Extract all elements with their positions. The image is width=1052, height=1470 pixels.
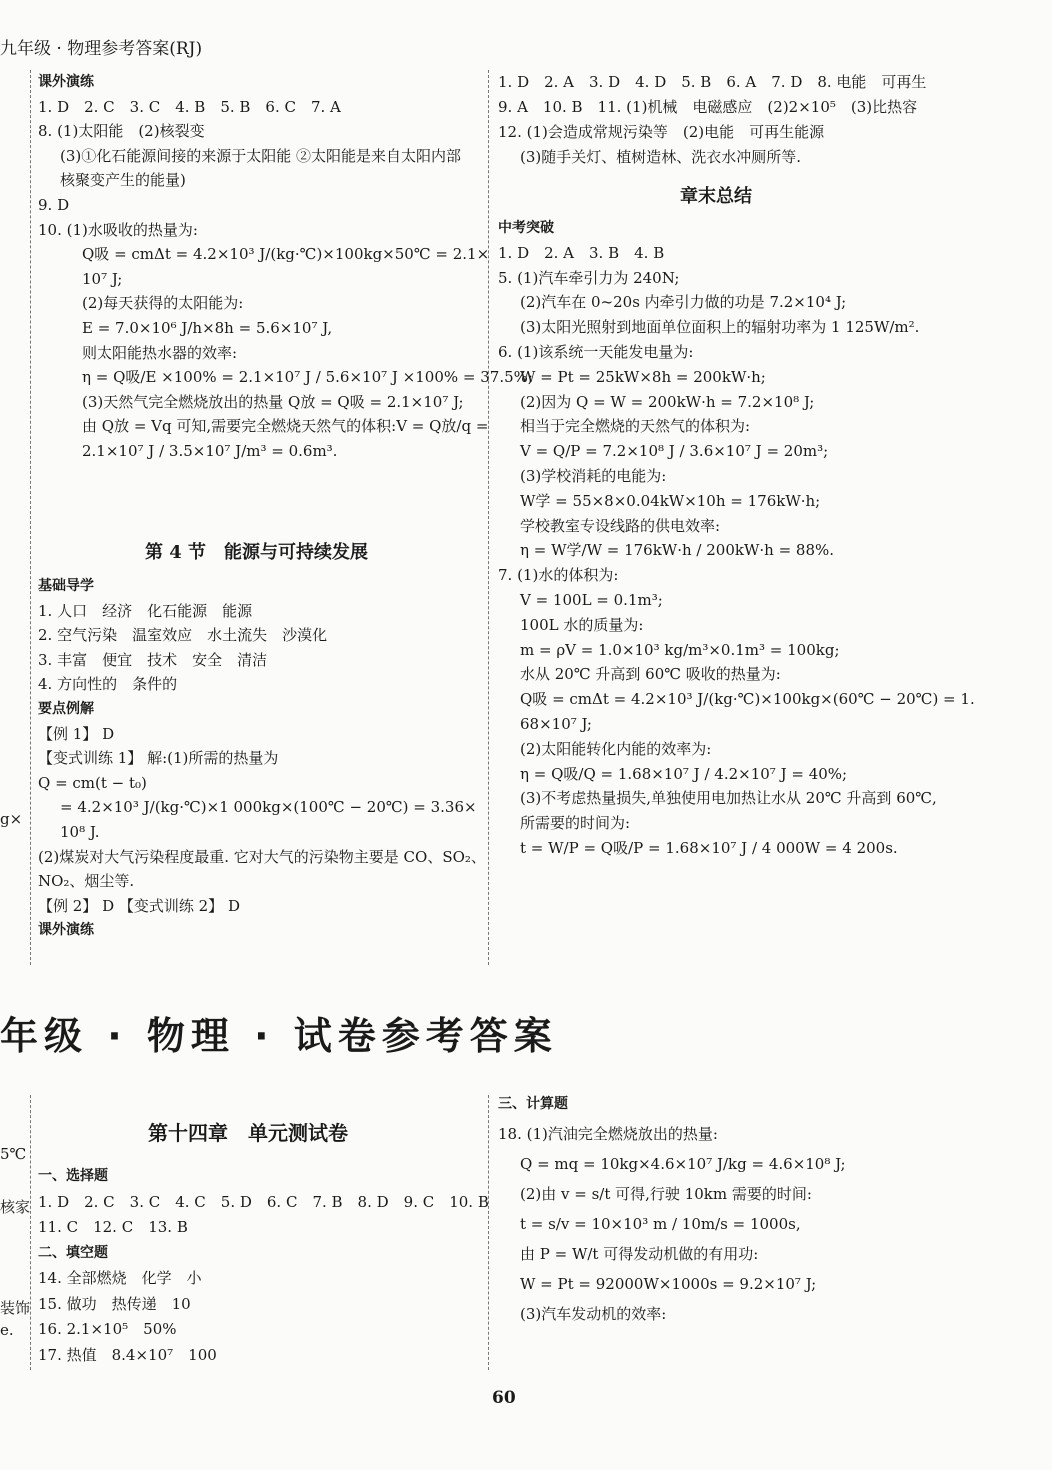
answer-line: 核聚变产生的能量) [60, 171, 186, 190]
answer-line: Q = mq = 10kg×4.6×10⁷ J/kg = 4.6×10⁸ J; [520, 1155, 846, 1173]
answer-line: Q吸 = cmΔt = 4.2×10³ J/(kg·℃)×100kg×50℃ = 2.1× [82, 245, 490, 264]
answer-line: 相当于完全燃烧的天然气的体积为: [520, 417, 751, 436]
page-header: 九年级 · 物理参考答案(RJ) [0, 39, 203, 59]
column-divider-left [30, 70, 31, 965]
answer-line: 1. D 2. C 3. C 4. C 5. D 6. C 7. B 8. D 9. C 10. B [38, 1192, 489, 1211]
column-divider-left-bottom [30, 1095, 31, 1370]
answer-heading: 一、选择题 [38, 1168, 108, 1184]
answer-line: t = W/P = Q吸/P = 1.68×10⁷ J / 4 000W = 4 200s. [520, 839, 898, 857]
answer-line: V = 100L = 0.1m³; [520, 591, 663, 609]
answer-heading: 课外演练 [38, 74, 94, 90]
answer-line: 2. 空气污染 温室效应 水土流失 沙漠化 [38, 626, 328, 645]
answer-line: (2)太阳能转化内能的效率为: [520, 739, 712, 758]
answer-line: 18. (1)汽油完全燃烧放出的热量: [498, 1125, 718, 1143]
answer-line: NO₂、烟尘等. [38, 872, 135, 891]
answer-line: 【例 2】 D 【变式训练 2】 D [38, 896, 240, 915]
answer-key-banner-title: 年级 · 物理 · 试卷参考答案 [0, 1014, 558, 1058]
answer-line: 10⁸ J. [60, 823, 100, 841]
answer-line: 5. (1)汽车牵引力为 240N; [498, 268, 680, 287]
answer-line: 1. D 2. A 3. D 4. D 5. B 6. A 7. D 8. 电能 可再生 [498, 73, 927, 91]
answer-heading: 要点例解 [38, 701, 94, 717]
answer-line: 6. (1)该系统一天能发电量为: [498, 343, 694, 361]
section-title: 第 4 节 能源与可持续发展 [145, 542, 369, 563]
answer-line: 1. D 2. C 3. C 4. B 5. B 6. C 7. A [38, 97, 341, 116]
answer-heading: 中考突破 [498, 220, 554, 236]
answer-heading: 基础导学 [38, 578, 94, 594]
answer-line: V = Q/P = 7.2×10⁸ J / 3.6×10⁷ J = 20m³; [520, 442, 829, 461]
answer-line: (3)太阳光照射到地面单位面积上的辐射功率为 1 125W/m². [520, 318, 920, 337]
answer-line: 3. 丰富 便宜 技术 安全 清洁 [38, 650, 268, 669]
answer-line: (2)煤炭对大气污染程度最重. 它对大气的污染物主要是 CO、SO₂、 [38, 847, 486, 866]
answer-line: 14. 全部燃烧 化学 小 [38, 1269, 202, 1287]
answer-line: Q吸 = cmΔt = 4.2×10³ J/(kg·℃)×100kg×(60℃ − 20℃) = 1. [520, 690, 975, 709]
answer-line: (2)因为 Q = W = 200kW·h = 7.2×10⁸ J; [520, 392, 815, 411]
answer-line: 8. (1)太阳能 (2)核裂变 [38, 122, 205, 141]
answer-line: 9. A 10. B 11. (1)机械 电磁感应 (2)2×10⁵ (3)比热容 [498, 98, 918, 116]
cropped-edge-text: g× [0, 810, 23, 828]
answer-line: Q = cm(t − t₀) [38, 773, 147, 792]
cropped-edge-text: 5℃ [0, 1145, 27, 1163]
answer-line: 【例 1】 D [38, 724, 115, 743]
answer-line: (2)汽车在 0~20s 内牵引力做的功是 7.2×10⁴ J; [520, 293, 847, 312]
answer-line: 7. (1)水的体积为: [498, 566, 619, 585]
answer-line: (2)由 v = s/t 可得,行驶 10km 需要的时间: [520, 1185, 812, 1203]
answer-line: 68×10⁷ J; [520, 715, 592, 733]
answer-line: E = 7.0×10⁶ J/h×8h = 5.6×10⁷ J, [82, 319, 333, 337]
answer-line: (3)随手关灯、植树造林、洗衣水冲厕所等. [520, 148, 802, 166]
answer-line: m = ρV = 1.0×10³ kg/m³×0.1m³ = 100kg; [520, 640, 840, 659]
answer-line: 1. D 2. A 3. B 4. B [498, 243, 665, 262]
answer-line: (3)①化石能源间接的来源于太阳能 ②太阳能是来自太阳内部 [60, 146, 462, 165]
answer-heading: 三、计算题 [498, 1096, 568, 1112]
unit-test-title: 第十四章 单元测试卷 [148, 1121, 348, 1145]
answer-line: 17. 热值 8.4×10⁷ 100 [38, 1345, 217, 1364]
answer-line: 11. C 12. C 13. B [38, 1218, 188, 1236]
answer-line: η = W学/W = 176kW·h / 200kW·h = 88%. [520, 541, 835, 560]
answer-line: 则太阳能热水器的效率: [82, 343, 238, 362]
answer-line: 所需要的时间为: [520, 814, 631, 833]
column-divider-center [488, 70, 489, 965]
answer-line: = 4.2×10³ J/(kg·℃)×1 000kg×(100℃ − 20℃) = 3.36× [60, 798, 477, 817]
answer-line: (3)不考虑热量损失,单独使用电加热让水从 20℃ 升高到 60℃, [520, 789, 937, 808]
answer-line: 10. (1)水吸收的热量为: [38, 220, 198, 239]
answer-line: 【变式训练 1】 解:(1)所需的热量为 [38, 749, 279, 768]
answer-line: 4. 方向性的 条件的 [38, 675, 178, 694]
answer-line: 1. 人口 经济 化石能源 能源 [38, 601, 253, 620]
answer-line: 15. 做功 热传递 10 [38, 1294, 191, 1313]
cropped-edge-text: 核家 [0, 1198, 31, 1216]
cropped-edge-text: 装饰 [0, 1299, 31, 1317]
page-number: 60 [492, 1388, 516, 1408]
answer-line: W = Pt = 92000W×1000s = 9.2×10⁷ J; [520, 1275, 817, 1293]
answer-line: (3)天然气完全燃烧放出的热量 Q放 = Q吸 = 2.1×10⁷ J; [82, 392, 464, 411]
answer-line: 水从 20℃ 升高到 60℃ 吸收的热量为: [520, 665, 781, 684]
answer-line: 由 Q放 = Vq 可知,需要完全燃烧天然气的体积:V = Q放/q = [82, 417, 489, 436]
answer-line: 12. (1)会造成常规污染等 (2)电能 可再生能源 [498, 123, 825, 141]
answer-heading: 二、填空题 [38, 1244, 108, 1261]
answer-line: η = Q吸/E ×100% = 2.1×10⁷ J / 5.6×10⁷ J ×100% = 37.5%; [82, 368, 533, 387]
answer-line: 16. 2.1×10⁵ 50% [38, 1320, 177, 1338]
answer-line: W = Pt = 25kW×8h = 200kW·h; [520, 367, 766, 386]
answer-line: 由 P = W/t 可得发动机做的有用功: [520, 1245, 759, 1263]
answer-line: 2.1×10⁷ J / 3.5×10⁷ J/m³ = 0.6m³. [82, 442, 338, 460]
chapter-summary-title: 章末总结 [680, 186, 752, 207]
answer-heading: 课外演练 [38, 922, 94, 939]
answer-line: 100L 水的质量为: [520, 615, 644, 634]
answer-line: t = s/v = 10×10³ m / 10m/s = 1000s, [520, 1215, 801, 1233]
answer-line: 10⁷ J; [82, 269, 123, 288]
answer-line: η = Q吸/Q = 1.68×10⁷ J / 4.2×10⁷ J = 40%; [520, 764, 848, 783]
answer-line: 9. D [38, 196, 70, 214]
answer-line: W学 = 55×8×0.04kW×10h = 176kW·h; [520, 491, 821, 510]
answer-line: (3)学校消耗的电能为: [520, 467, 667, 485]
answer-line: 学校教室专设线路的供电效率: [520, 516, 721, 535]
cropped-edge-text: e. [0, 1321, 14, 1339]
answer-line: (2)每天获得的太阳能为: [82, 294, 244, 313]
answer-line: (3)汽车发动机的效率: [520, 1305, 667, 1323]
column-divider-center-bottom [488, 1095, 489, 1370]
